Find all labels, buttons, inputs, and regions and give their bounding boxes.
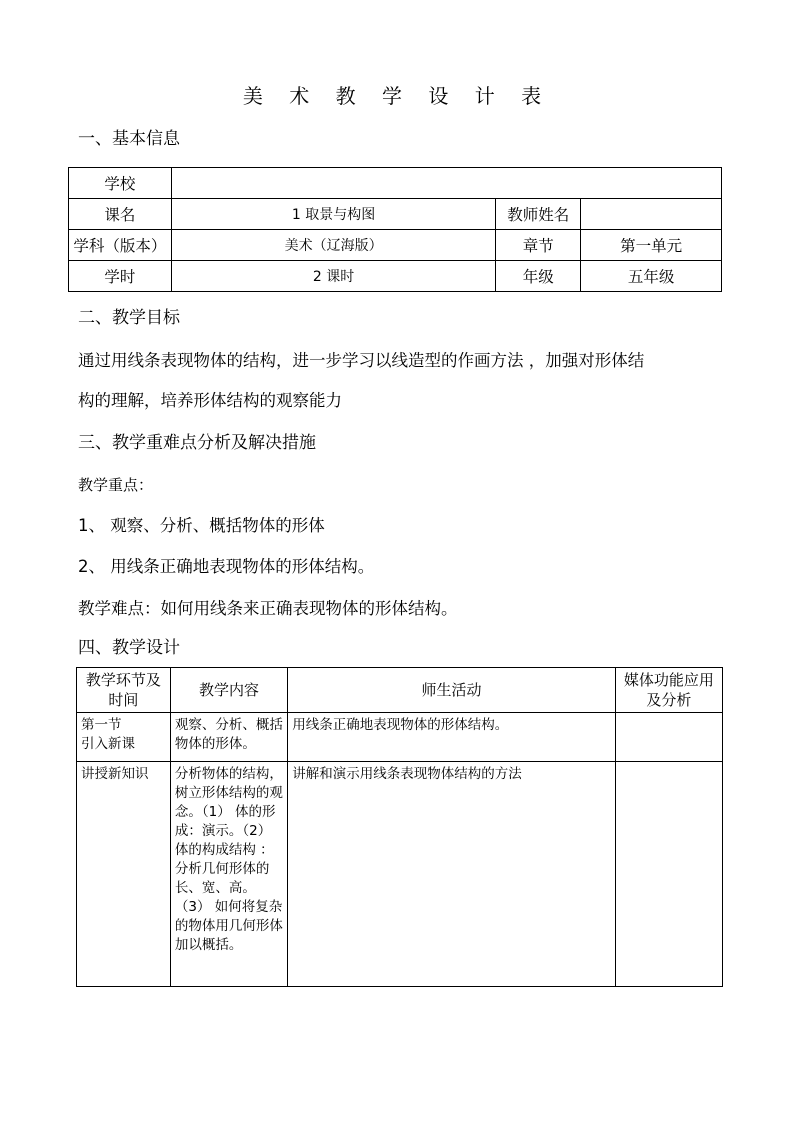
difficulty-text: 教学难点：如何用线条来正确表现物体的形体结构。 [78, 599, 458, 618]
header-activity: 师生活动 [288, 668, 616, 713]
row2-stage: 讲授新知识 [77, 762, 171, 987]
row1-stage [77, 713, 171, 762]
hours-value: 2 课时 [171, 261, 495, 292]
header-content: 教学内容 [170, 668, 287, 713]
school-value [171, 168, 721, 199]
table-row [77, 713, 723, 762]
table-row [69, 168, 722, 199]
section-objective-heading: 二、教学目标 [78, 308, 180, 328]
hours-label: 学时 [69, 261, 172, 292]
section-basic-info-heading: 一、基本信息 [78, 129, 180, 149]
table-row [69, 199, 722, 230]
table-row [77, 762, 723, 987]
section-design-heading: 四、教学设计 [78, 638, 180, 658]
basic-info-table [68, 167, 722, 292]
teaching-design-table [76, 667, 723, 987]
table-row [69, 261, 722, 292]
subject-label: 学科（版本） [69, 230, 172, 261]
key-points-label: 教学重点： [78, 476, 154, 494]
grade-value: 五年级 [581, 261, 722, 292]
teacher-label: 教师姓名 [496, 199, 581, 230]
key-point-item-1: 1、 观察、分析、概括物体的形体 [78, 516, 325, 535]
teacher-value [581, 199, 722, 230]
objective-line-1: 通过用线条表现物体的结构，进一步学习以线造型的作画方法 ，加强对形体结 [78, 351, 645, 370]
row1-content: 观察、分析、概括物体的形体。 [170, 713, 287, 762]
course-value: 1 取景与构图 [171, 199, 495, 230]
table-row [69, 230, 722, 261]
key-point-item-2: 2、 用线条正确地表现物体的形体结构。 [78, 557, 375, 576]
objective-line-2: 构的理解，培养形体结构的观察能力 [78, 391, 342, 410]
school-label: 学校 [69, 168, 172, 199]
row2-content: 分析物体的结构，树立形体结构的观念。（1） 体的形成：演示。（2） 体的构成结构 ：分析几何形体的长、宽、高。（3） 如何将复杂的物体用几何形体加以概括。 [170, 762, 287, 987]
row1-activity: 用线条正确地表现物体的形体结构。 [288, 713, 616, 762]
grade-label: 年级 [496, 261, 581, 292]
row1-stage-line1: 第一节 [81, 717, 122, 733]
row2-media [615, 762, 722, 987]
document-title: 美 术 教 学 设 计 表 [242, 84, 552, 108]
table-header-row [77, 668, 723, 713]
course-label: 课名 [69, 199, 172, 230]
row1-media [615, 713, 722, 762]
subject-value: 美术（辽海版） [171, 230, 495, 261]
header-stage: 教学环节及时间 [77, 668, 171, 713]
header-media: 媒体功能应用及分析 [615, 668, 722, 713]
row1-stage-line2: 引入新课 [81, 736, 135, 752]
chapter-value: 第一单元 [581, 230, 722, 261]
chapter-label: 章节 [496, 230, 581, 261]
section-key-points-heading: 三、教学重难点分析及解决措施 [78, 433, 316, 453]
row2-activity: 讲解和演示用线条表现物体结构的方法 [288, 762, 616, 987]
